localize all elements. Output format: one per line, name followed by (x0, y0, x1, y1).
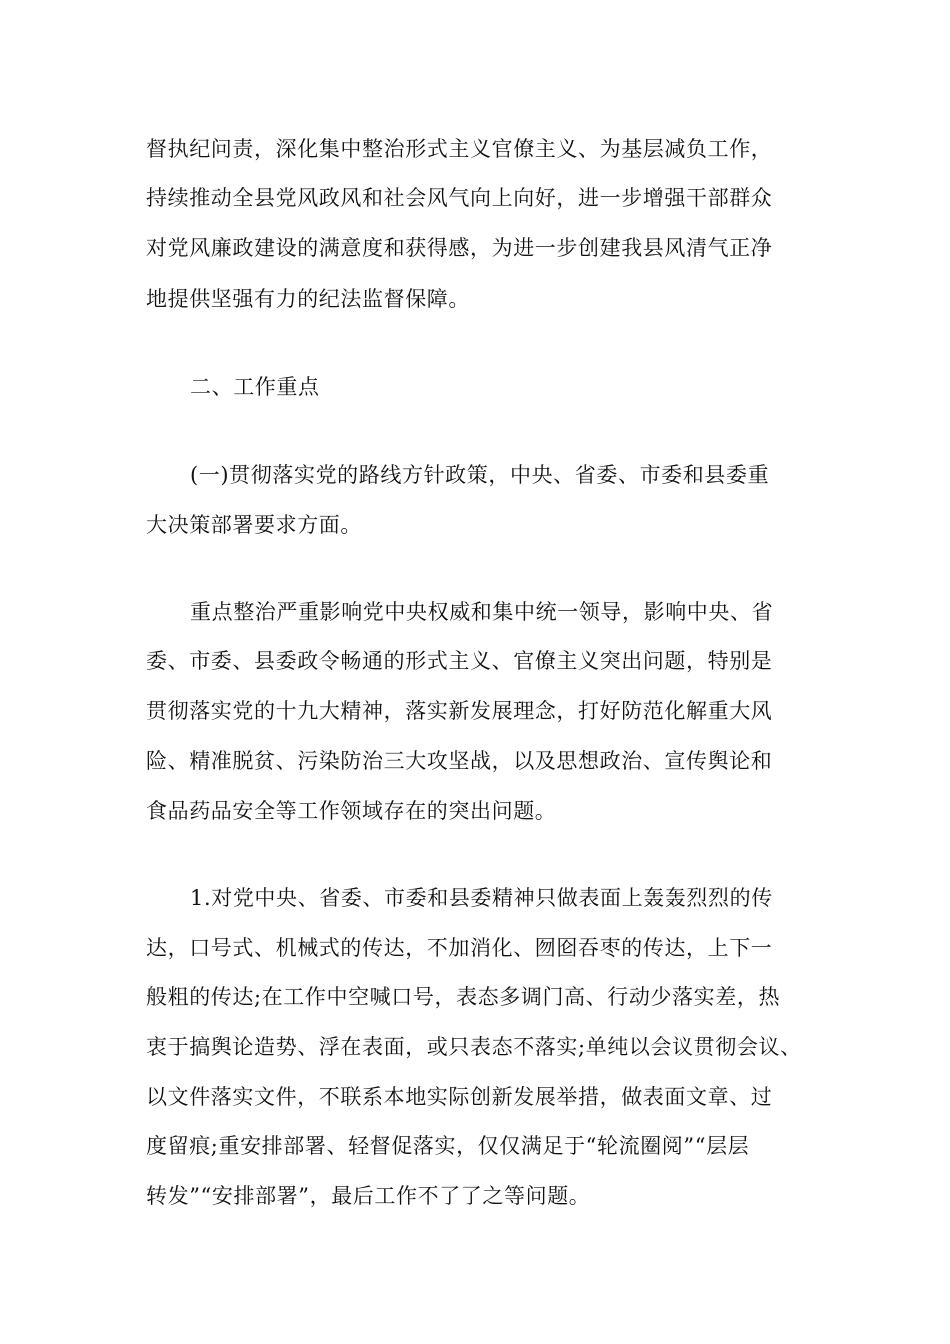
paragraph-focus-line-1: 重点整治严重影响党中央权威和集中统一领导，影响中央、省 (190, 600, 774, 624)
paragraph-intro-line-4: 地提供坚强有力的纪法监督保障。 (146, 287, 470, 311)
subheading-1-line-1: (一)贯彻落实党的路线方针政策，中央、省委、市委和县委重 (190, 463, 770, 487)
item-1-line-5: 以文件落实文件，不联系本地实际创新发展举措，做表面文章、过 (146, 1085, 773, 1109)
paragraph-intro-line-2: 持续推动全县党风政风和社会风气向上向好，进一步增强干部群众 (146, 186, 773, 210)
item-1-line-1: 1.对党中央、省委、市委和县委精神只做表面上轰轰烈烈的传 (190, 886, 773, 910)
paragraph-intro-line-1: 督执纪问责，深化集中整治形式主义官僚主义、为基层减负工作， (146, 137, 773, 161)
item-1-line-2: 达，口号式、机械式的传达，不加消化、囫囵吞枣的传达，上下一 (146, 936, 773, 960)
item-1-line-4: 衷于搞舆论造势、浮在表面，或只表态不落实;单纯以会议贯彻会议、 (146, 1035, 802, 1059)
paragraph-focus-line-4: 险、精准脱贫、污染防治三大攻坚战，以及思想政治、宣传舆论和 (146, 749, 773, 773)
paragraph-focus-line-2: 委、市委、县委政令畅通的形式主义、官僚主义突出问题，特别是 (146, 649, 773, 673)
paragraph-focus-line-5: 食品药品安全等工作领域存在的突出问题。 (146, 799, 557, 823)
subheading-1-line-2: 大决策部署要求方面。 (146, 513, 362, 537)
item-1-line-3: 般粗的传达;在工作中空喊口号，表态多调门高、行动少落实差，热 (146, 985, 781, 1009)
paragraph-intro-line-3: 对党风廉政建设的满意度和获得感，为进一步创建我县风清气正净 (146, 236, 773, 260)
item-1-line-6: 度留痕;重安排部署、轻督促落实，仅仅满足于“轮流圈阅”“层层 (146, 1134, 750, 1158)
item-1-line-7: 转发”“安排部署”，最后工作不了了之等问题。 (146, 1184, 591, 1208)
section-heading-work-focus: 二、工作重点 (190, 375, 320, 399)
paragraph-focus-line-3: 贯彻落实党的十九大精神，落实新发展理念，打好防范化解重大风 (146, 699, 773, 723)
